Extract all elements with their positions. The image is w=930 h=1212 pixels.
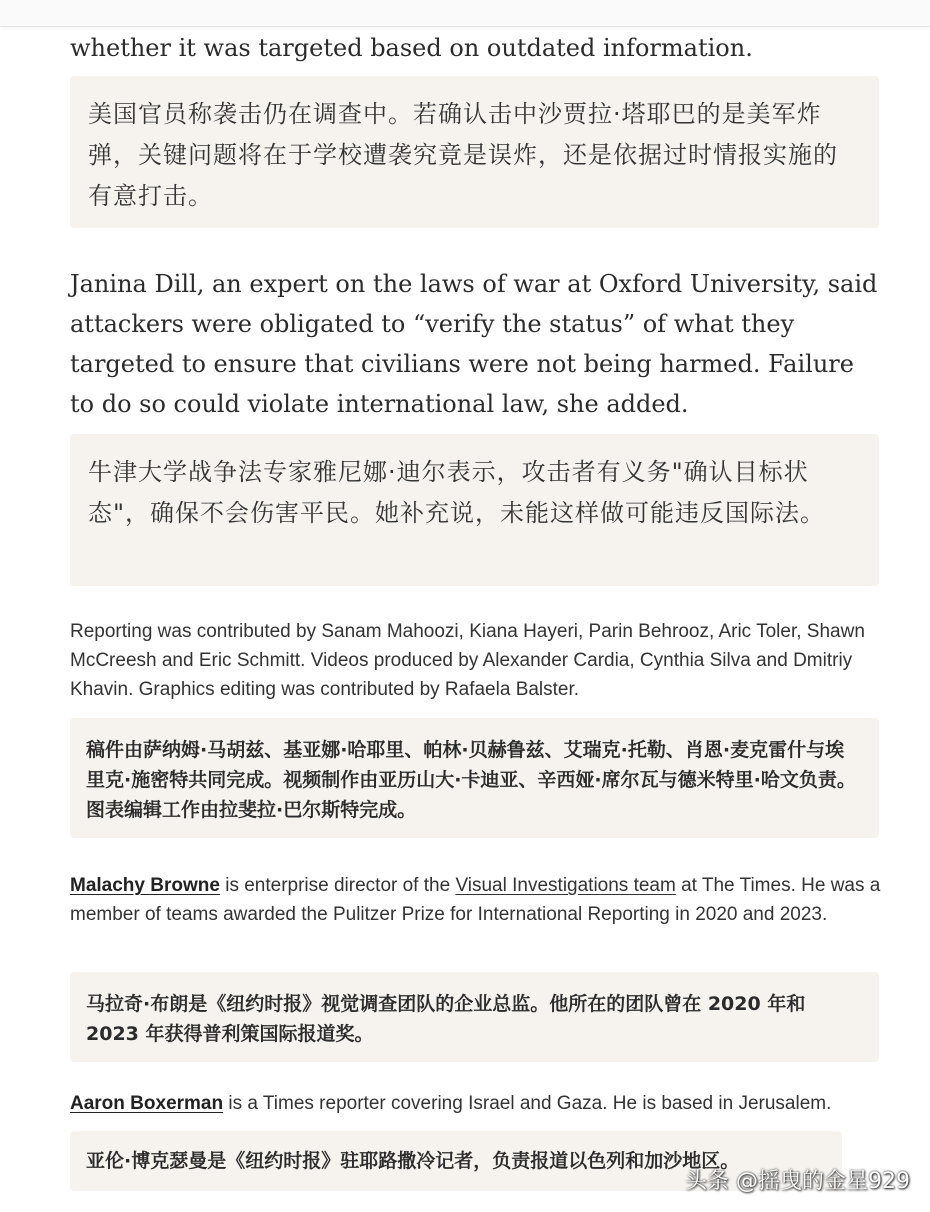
translation-text-1: 美国官员称袭击仍在调查中。若确认击中沙贾拉·塔耶巴的是美军炸弹，关键问题将在于学校遭袭究竟是误炸，还是依据过时情报实施的有意打击。 bbox=[88, 100, 838, 210]
bio-browne-translation-box bbox=[70, 972, 879, 1062]
credits-paragraph: Reporting was contributed by Sanam Mahoozi, Kiana Hayeri, Parin Behrooz, Aric Toler, Shawn McCreesh and Eric Schmitt. Videos produced by Alexander Cardia, Cynthia Silva and Dmitriy Khavin. Graphics editing was contributed by Rafaela Balster. bbox=[70, 621, 865, 700]
author-bio-boxerman bbox=[70, 1089, 890, 1118]
browser-top-bar bbox=[0, 0, 930, 27]
bio-boxerman-text: is a Times reporter covering Israel and Gaza. He is based in Jerusalem. bbox=[223, 1093, 832, 1114]
bio-browne-text-b: at The Times. He was a member of teams awarded the Pulitzer Prize for International Reporting in 2020 and 2023. bbox=[70, 875, 881, 925]
watermark: 头条 @摇曳的金星929 bbox=[685, 1169, 910, 1194]
author-link-browne[interactable]: Malachy Browne bbox=[70, 875, 220, 896]
paragraph-1-tail: whether it was targeted based on outdated information. bbox=[70, 34, 753, 62]
author-link-boxerman[interactable]: Aaron Boxerman bbox=[70, 1093, 224, 1114]
translation-box-1 bbox=[70, 76, 879, 228]
bio-boxerman-translation-text: 亚伦·博克瑟曼是《纽约时报》驻耶路撒冷记者，负责报道以色列和加沙地区。 bbox=[86, 1150, 740, 1172]
bio-browne-translation-text: 马拉奇·布朗是《纽约时报》视觉调查团队的企业总监。他所在的团队曾在 2020 年和 2023 年获得普利策国际报道奖。 bbox=[86, 993, 806, 1045]
credits-translation-box bbox=[70, 718, 879, 838]
visual-investigations-link[interactable]: Visual Investigations team bbox=[455, 875, 676, 896]
author-bio-browne bbox=[70, 871, 890, 929]
translation-box-2 bbox=[70, 434, 879, 586]
paragraph-2: Janina Dill, an expert on the laws of war at Oxford University, said attackers were obligated to “verify the status” of what they targeted to ensure that civilians were not being harmed. Failure to do so could violate international law, she added. bbox=[70, 270, 878, 418]
translation-text-2: 牛津大学战争法专家雅尼娜·迪尔表示，攻击者有义务"确认目标状态"，确保不会伤害平民。她补充说，未能这样做可能违反国际法。 bbox=[88, 458, 826, 527]
bio-browne-text-a: is enterprise director of the bbox=[219, 875, 456, 896]
credits-translation-text: 稿件由萨纳姆·马胡兹、基亚娜·哈耶里、帕林·贝赫鲁兹、艾瑞克·托勒、肖恩·麦克雷什与埃里克·施密特共同完成。视频制作由亚历山大·卡迪亚、辛西娅·席尔瓦与德米特里·哈文负责。图表编辑工作由拉斐拉·巴尔斯特完成。 bbox=[86, 739, 856, 821]
